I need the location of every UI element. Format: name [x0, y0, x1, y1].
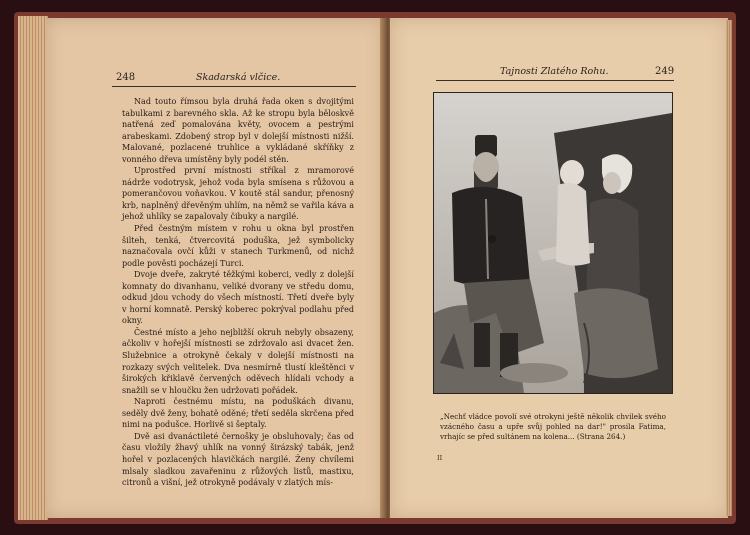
- signature-mark: II: [437, 454, 443, 462]
- paragraph: Uprostřed první místnosti stříkal z mramorové nádrže vodotrysk, jehož voda byla smísena s růžovou a pomerančovou voňavkou. V koutě stál sandur, přenosný krb, naplněný dřevěným uhlím, na němž se vařila káva a jehož uhlíky se zapalovaly čibuky a nargilé.: [122, 166, 354, 222]
- left-body-text: [122, 96, 354, 489]
- illustration: [433, 92, 673, 394]
- paragraph: Dvě asi dvanáctileté černošky je obsluhovaly; čas od času vložily žhavý uhlík na vonný širázský tabák, jenž hořel v pozlacených hlavičkách nargilé. Ženy chvílemi mlsaly sladkou zavařeninu z růžových listů, mastixu, citronů a višní, jež otrokyně podávaly v zlatých mís-: [122, 431, 354, 488]
- left-header-rule: [112, 86, 356, 87]
- paragraph: Před čestným místem v rohu u okna byl prostřen šilteh, tenká, čtvercovitá poduška, jež symbolicky naznačovala ovčí kůži v stanech Turkmenů, od nichž podle pověsti pocházejí Turci.: [122, 224, 354, 268]
- left-running-head: Skadarská vlčice.: [196, 72, 281, 83]
- page-edges-right: [726, 20, 732, 516]
- right-header-rule: [436, 80, 674, 81]
- illustration-caption: „Nechť vládce povolí své otrokyni ještě několik chvilek svého vzácného času a upře svůj pohled na dar!" prosila Fatima, vrhajíc se před sultánem na kolena... (Strana 264.): [440, 412, 666, 441]
- paragraph: Nad touto římsou byla druhá řada oken s dvojitými tabulkami z barevného skla. Až ke stropu byla běloskvě natřená zeď pomalována květy, ovocem a pestrými arabeskami. Zdobený strop byl v dolejší místnosti nižší. Malované, pozlacené truhlice a vykládané skříňky z vonného dřeva umístěny byly podél stěn.: [122, 97, 354, 164]
- left-page-number: 248: [116, 72, 136, 83]
- paragraph: Čestné místo a jeho nejbližší okruh nebyly obsazeny, ačkoliv v hořejší místnosti se zdržovalo asi dvacet žen. Služebnice a otrokyně čekaly v dolejší místnosti na rozkazy svých velitelek. Dva nesmírně tlustí kleštěnci v širokých křiklavě červených oděvech hlídali vchody a snažili se v hloučku žen udržovati pořádek.: [122, 327, 354, 395]
- paragraph: Naproti čestnému místu, na poduškách divanu, seděly dvě ženy, bohatě oděné; třetí seděla skrčena před nimi na podušce. Horlivě si šeptaly.: [122, 397, 354, 430]
- paragraph: Dvoje dveře, zakryté těžkými koberci, vedly z dolejší komnaty do divanhanu, veliké dvorany ve středu domu, odkud jdou vchody do všech místností. Třetí dveře byly v horní komnatě. Perský koberec pokrýval podlahu před okny.: [122, 270, 354, 326]
- right-page-number: 249: [655, 66, 675, 77]
- page-edges-left: [18, 16, 48, 520]
- right-running-head: Tajnosti Zlatého Rohu.: [500, 66, 609, 77]
